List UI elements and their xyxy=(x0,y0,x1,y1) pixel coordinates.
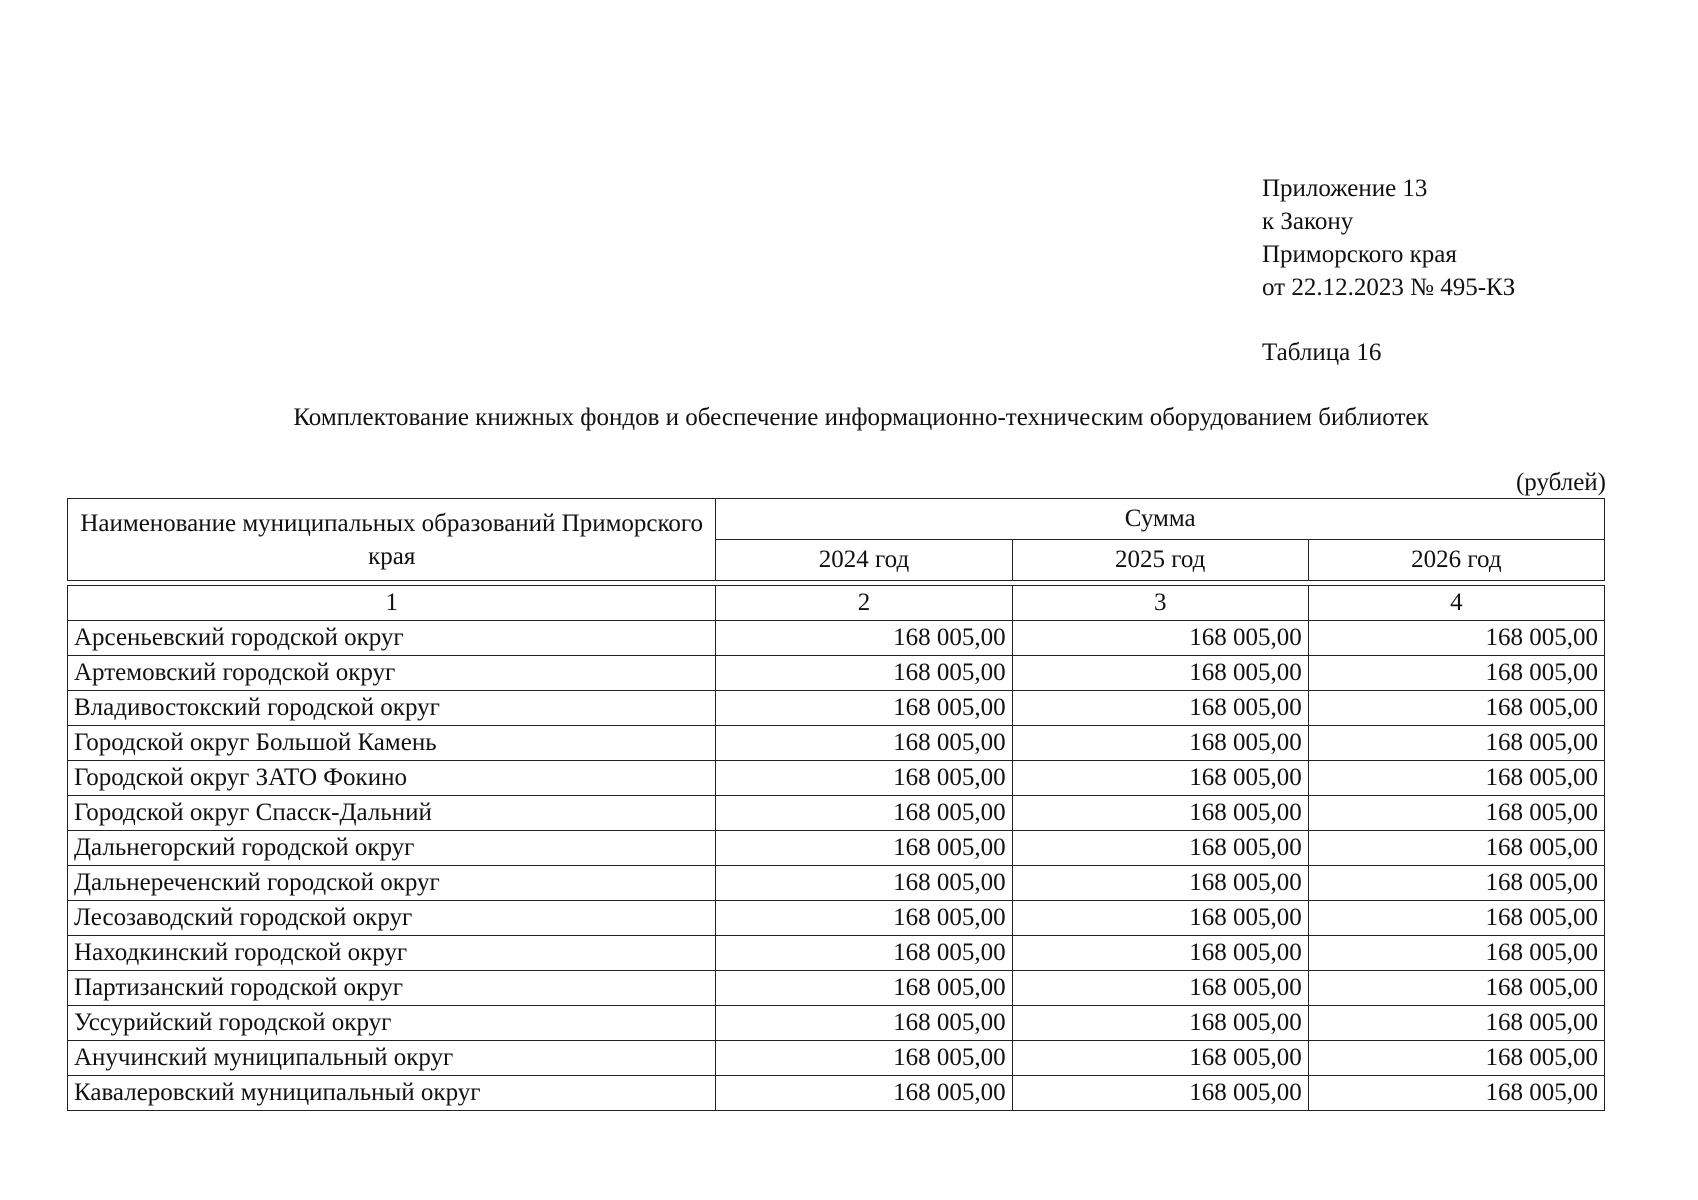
header-name-column: Наименование муниципальных образований Приморского края xyxy=(68,499,716,581)
amount-2024: 168 005,00 xyxy=(716,1041,1012,1076)
amount-2025: 168 005,00 xyxy=(1012,1041,1308,1076)
table-row xyxy=(68,831,1605,866)
amount-2025: 168 005,00 xyxy=(1012,971,1308,1006)
amount-2026: 168 005,00 xyxy=(1308,831,1604,866)
municipality-name: Находкинский городской округ xyxy=(68,936,716,971)
amount-2026: 168 005,00 xyxy=(1308,936,1604,971)
column-numbers-row xyxy=(68,586,1605,621)
table-row xyxy=(68,866,1605,901)
amount-2024: 168 005,00 xyxy=(716,761,1012,796)
table-row xyxy=(68,936,1605,971)
amount-2025: 168 005,00 xyxy=(1012,796,1308,831)
table-row xyxy=(68,726,1605,761)
table-number: Таблица 16 xyxy=(1262,339,1382,366)
column-number: 2 xyxy=(716,586,1012,621)
table-header xyxy=(67,498,1605,581)
municipality-name: Городской округ Спасск-Дальний xyxy=(68,796,716,831)
amount-2024: 168 005,00 xyxy=(716,796,1012,831)
amount-2025: 168 005,00 xyxy=(1012,761,1308,796)
column-number: 4 xyxy=(1308,586,1604,621)
amount-2026: 168 005,00 xyxy=(1308,1076,1604,1111)
amount-2025: 168 005,00 xyxy=(1012,1076,1308,1111)
municipality-name: Городской округ ЗАТО Фокино xyxy=(68,761,716,796)
amount-2025: 168 005,00 xyxy=(1012,621,1308,656)
amount-2026: 168 005,00 xyxy=(1308,1041,1604,1076)
amount-2024: 168 005,00 xyxy=(716,691,1012,726)
table-row xyxy=(68,1006,1605,1041)
amount-2024: 168 005,00 xyxy=(716,901,1012,936)
table-row xyxy=(68,761,1605,796)
appendix-line: от 22.12.2023 № 495-КЗ xyxy=(1262,274,1516,301)
table-row xyxy=(68,796,1605,831)
header-sum: Сумма xyxy=(716,499,1605,540)
amount-2024: 168 005,00 xyxy=(716,621,1012,656)
amount-2026: 168 005,00 xyxy=(1308,656,1604,691)
amount-2025: 168 005,00 xyxy=(1012,831,1308,866)
header-year: 2025 год xyxy=(1012,540,1308,581)
table-row xyxy=(68,971,1605,1006)
municipality-name: Кавалеровский муниципальный округ xyxy=(68,1076,716,1111)
amount-2024: 168 005,00 xyxy=(716,656,1012,691)
municipality-name: Городской округ Большой Камень xyxy=(68,726,716,761)
data-table xyxy=(67,585,1605,1111)
column-number: 1 xyxy=(68,586,716,621)
municipality-name: Лесозаводский городской округ xyxy=(68,901,716,936)
appendix-block xyxy=(1262,172,1515,304)
amount-2024: 168 005,00 xyxy=(716,971,1012,1006)
amount-2026: 168 005,00 xyxy=(1308,796,1604,831)
amount-2026: 168 005,00 xyxy=(1308,1006,1604,1041)
municipality-name: Артемовский городской округ xyxy=(68,656,716,691)
municipality-name: Дальнегорский городской округ xyxy=(68,831,716,866)
municipality-name: Партизанский городской округ xyxy=(68,971,716,1006)
table-row xyxy=(68,621,1605,656)
appendix-line: Приложение 13 xyxy=(1262,175,1428,202)
table-row xyxy=(68,1076,1605,1111)
amount-2024: 168 005,00 xyxy=(716,831,1012,866)
amount-2025: 168 005,00 xyxy=(1012,936,1308,971)
table-title: Комплектование книжных фондов и обеспечение информационно-техническим оборудованием библиотек xyxy=(293,404,1429,431)
units-label: (рублей) xyxy=(1515,469,1606,496)
appendix-line: к Закону xyxy=(1262,208,1354,235)
amount-2024: 168 005,00 xyxy=(716,726,1012,761)
amount-2026: 168 005,00 xyxy=(1308,866,1604,901)
table-row xyxy=(68,901,1605,936)
municipality-name: Уссурийский городской округ xyxy=(68,1006,716,1041)
amount-2026: 168 005,00 xyxy=(1308,761,1604,796)
municipality-name: Владивостокский городской округ xyxy=(68,691,716,726)
amount-2026: 168 005,00 xyxy=(1308,691,1604,726)
column-number: 3 xyxy=(1012,586,1308,621)
amount-2025: 168 005,00 xyxy=(1012,1006,1308,1041)
amount-2024: 168 005,00 xyxy=(716,936,1012,971)
table-row xyxy=(68,656,1605,691)
amount-2025: 168 005,00 xyxy=(1012,901,1308,936)
municipality-name: Арсеньевский городской округ xyxy=(68,621,716,656)
amount-2025: 168 005,00 xyxy=(1012,691,1308,726)
amount-2025: 168 005,00 xyxy=(1012,726,1308,761)
amount-2026: 168 005,00 xyxy=(1308,901,1604,936)
amount-2024: 168 005,00 xyxy=(716,1006,1012,1041)
amount-2025: 168 005,00 xyxy=(1012,656,1308,691)
amount-2026: 168 005,00 xyxy=(1308,621,1604,656)
amount-2026: 168 005,00 xyxy=(1308,726,1604,761)
appendix-line: Приморского края xyxy=(1262,241,1457,268)
amount-2025: 168 005,00 xyxy=(1012,866,1308,901)
header-year: 2026 год xyxy=(1308,540,1604,581)
table-row xyxy=(68,1041,1605,1076)
table-row xyxy=(68,691,1605,726)
amount-2026: 168 005,00 xyxy=(1308,971,1604,1006)
municipality-name: Дальнереченский городской округ xyxy=(68,866,716,901)
municipality-name: Анучинский муниципальный округ xyxy=(68,1041,716,1076)
amount-2024: 168 005,00 xyxy=(716,1076,1012,1111)
amount-2024: 168 005,00 xyxy=(716,866,1012,901)
header-year: 2024 год xyxy=(716,540,1012,581)
